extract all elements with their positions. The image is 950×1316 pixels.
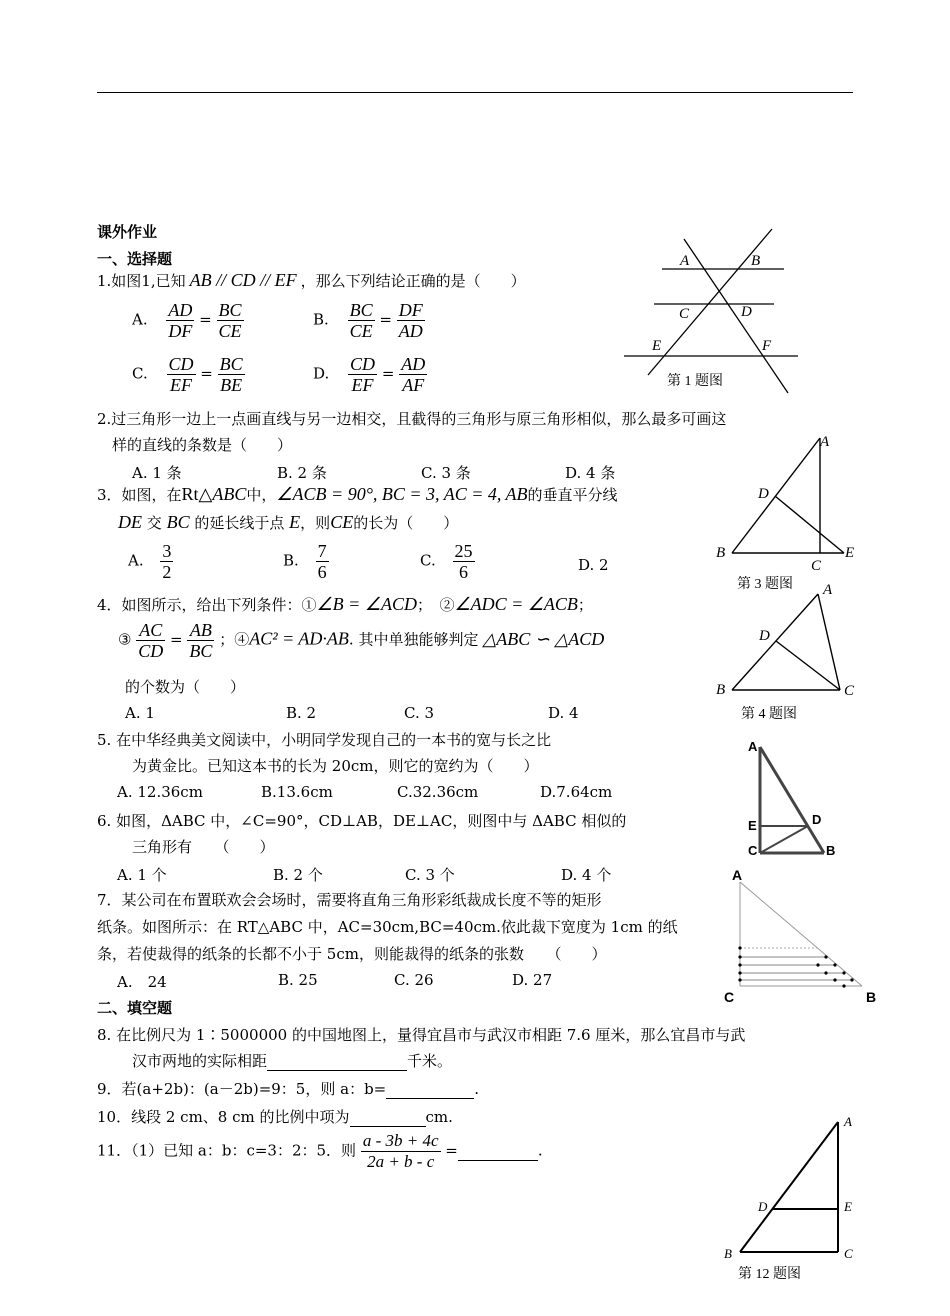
- q4-line3: 的个数为（ ）: [125, 678, 246, 696]
- part1-heading: 一、选择题: [97, 250, 173, 268]
- q3-option-d: D. 2: [578, 556, 609, 574]
- q2-line1: 2.过三角形一边上一点画直线与另一边相交，且截得的三角形与原三角形相似，那么最多可画这: [97, 410, 727, 428]
- q12-caption: 第 12 题图: [738, 1267, 801, 1282]
- q11-answer-blank[interactable]: [458, 1142, 538, 1161]
- fig1-label-b: B: [751, 253, 761, 269]
- q1-caption: 第 1 题图: [667, 374, 723, 389]
- q4-option-a: A. 1: [125, 704, 155, 722]
- fig7-label-a: A: [732, 867, 743, 883]
- q4-option-b: B. 2: [286, 704, 317, 722]
- q2-option-a: A. 1 条: [132, 464, 182, 482]
- q5-line2: 为黄金比。已知这本书的长为 20cm，则它的宽约为（ ）: [132, 757, 539, 775]
- q9-answer-blank[interactable]: [386, 1080, 474, 1099]
- q10: 10．线段 2 cm、8 cm 的比例中项为 cm.: [97, 1108, 453, 1126]
- q11: 11．（1）已知 a：b：c=3：2：5．则 $\frac{a - 3b + 4c}{2a + b - c}$ = .: [97, 1131, 543, 1171]
- figure-6: [742, 735, 847, 860]
- q7-line1: 7．某公司在布置联欢会会场时，需要将直角三角形彩纸裁成长度不等的矩形: [97, 891, 602, 909]
- q4-caption: 第 4 题图: [741, 707, 797, 722]
- q4-stem-line1: 4．如图所示，给出下列条件：①∠B = ∠ACD； ②∠ADC = ∠ACB；: [97, 594, 593, 614]
- fig4-label-b: B: [716, 682, 726, 698]
- q1-option-d: D. $\frac{CD}{EF}$ = $\frac{AD}{AF}$: [313, 354, 426, 395]
- q6-line2: 三角形有 （ ）: [132, 838, 275, 856]
- q3-caption: 第 3 题图: [737, 577, 793, 592]
- q5-line1: 5. 在中华经典美文阅读中，小明同学发现自己的一本书的宽与长之比: [97, 731, 552, 749]
- fig3-label-b: B: [716, 545, 726, 561]
- q2-option-b: B. 2 条: [277, 464, 327, 482]
- q10-answer-blank[interactable]: [350, 1108, 426, 1127]
- q8-answer-blank[interactable]: [267, 1052, 407, 1071]
- figure-4: [712, 578, 862, 700]
- q4-stem-line2: ③ $\frac{AC}{CD}$ = $\frac{AB}{BC}$ ；④AC² = AD·AB. 其中单独能够判定 △ABC ∽ △ACD: [118, 620, 605, 661]
- fig3-label-c: C: [811, 558, 822, 574]
- q3-stem-line1: 3．如图，在Rt△ABC中，∠ACB = 90°, BC = 3, AC = 4, AB的垂直平分线: [97, 484, 618, 504]
- fig3-label-e: E: [845, 545, 855, 561]
- q2-option-c: C. 3 条: [421, 464, 471, 482]
- fig6-label-a: A: [748, 739, 758, 754]
- fig4-label-c: C: [844, 683, 855, 699]
- q7-option-d: D. 27: [512, 971, 553, 989]
- fig3-label-a: A: [820, 434, 830, 450]
- fig12-label-d: D: [758, 1199, 768, 1214]
- q2-option-d: D. 4 条: [565, 464, 616, 482]
- q7-line2: 纸条。如图所示：在 RT△ABC 中，AC=30cm,BC=40cm.依此裁下宽度为 1cm 的纸: [97, 918, 678, 936]
- q5-option-d: D.7.64cm: [540, 783, 613, 801]
- q6-option-d: D. 4 个: [561, 866, 612, 884]
- q1-option-b: B. $\frac{BC}{CE}$ = $\frac{DF}{AD}$: [313, 300, 423, 341]
- q8-line1: 8. 在比例尺为 1∶5000000 的中国地图上，量得宜昌市与武汉市相距 7.6 厘米，那么宜昌市与武: [97, 1026, 746, 1044]
- q2-line2: 样的直线的条数是（ ）: [112, 436, 293, 454]
- q9: 9．若(a+2b)：(a－2b)=9：5，则 a：b= .: [97, 1080, 480, 1098]
- fig1-label-a: A: [680, 253, 690, 269]
- fig7-label-b: B: [866, 989, 877, 1005]
- q3-option-c: C. $\frac{25}{6}$: [420, 541, 473, 582]
- fig1-label-f: F: [762, 338, 772, 354]
- figure-12: [722, 1110, 857, 1260]
- q7-line3: 条，若使裁得的纸条的长都不小于 5cm，则能裁得的纸条的张数 （ ）: [97, 945, 607, 963]
- q4-option-d: D. 4: [548, 704, 579, 722]
- fig6-label-c: C: [748, 843, 758, 858]
- q6-option-a: A. 1 个: [117, 866, 167, 884]
- section-title: 课外作业: [97, 223, 158, 241]
- q5-option-a: A. 12.36cm: [117, 783, 203, 801]
- q3-option-b: B. $\frac{7}{6}$: [283, 541, 327, 582]
- fig7-label-c: C: [724, 989, 735, 1005]
- fig1-label-d: D: [741, 304, 752, 320]
- q7-option-c: C. 26: [394, 971, 434, 989]
- fig1-label-c: C: [679, 306, 690, 322]
- q6-option-c: C. 3 个: [405, 866, 455, 884]
- q4-option-c: C. 3: [404, 704, 435, 722]
- figure-7: [722, 862, 882, 1010]
- q7-option-a: A. 24: [117, 973, 167, 991]
- q3-option-a: A. $\frac{3}{2}$: [128, 541, 172, 582]
- q5-option-c: C.32.36cm: [397, 783, 479, 801]
- q3-stem-line2: DE 交 BC 的延长线于点 E，则CE的长为（ ）: [118, 512, 459, 532]
- q1-stem: 1.如图1,已知 AB // CD // EF ，那么下列结论正确的是（ ）: [97, 270, 526, 290]
- header-rule: [97, 92, 853, 93]
- q8-line2: 汉市两地的实际相距 千米。: [132, 1052, 453, 1070]
- fig12-label-c: C: [844, 1246, 853, 1260]
- q6-line1: 6. 如图，ΔABC 中，∠C=90°，CD⊥AB，DE⊥AC，则图中与 ΔABC 相似的: [97, 812, 627, 830]
- part2-heading: 二、填空题: [97, 999, 173, 1017]
- q5-option-b: B.13.6cm: [261, 783, 333, 801]
- fig1-label-e: E: [652, 338, 662, 354]
- fig12-label-b: B: [724, 1246, 732, 1260]
- q6-option-b: B. 2 个: [273, 866, 323, 884]
- figure-3: [712, 430, 862, 575]
- q7-option-b: B. 25: [278, 971, 318, 989]
- fig6-label-e: E: [748, 818, 757, 833]
- fig4-label-d: D: [759, 628, 770, 644]
- q1-option-a: A. $\frac{AD}{DF}$ = $\frac{BC}{CE}$: [132, 300, 242, 341]
- fig12-label-e: E: [844, 1199, 852, 1214]
- fig6-label-b: B: [826, 843, 836, 858]
- fig6-label-d: D: [812, 812, 822, 827]
- fig12-label-a: A: [844, 1114, 852, 1129]
- q1-option-c: C. $\frac{CD}{EF}$ = $\frac{BC}{BE}$: [132, 354, 243, 395]
- fig4-label-a: A: [823, 582, 833, 598]
- fig3-label-d: D: [758, 486, 769, 502]
